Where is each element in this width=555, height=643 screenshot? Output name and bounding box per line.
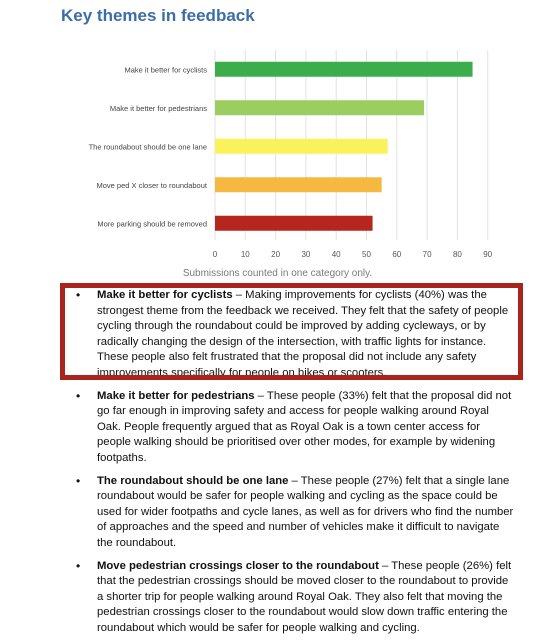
x-tick-label: 90 — [483, 250, 493, 259]
bar — [215, 216, 373, 231]
chart-caption: Submissions counted in one category only. — [182, 268, 373, 279]
bullet-icon: • — [76, 558, 81, 573]
bar — [215, 139, 388, 154]
bullet-icon: • — [76, 288, 81, 302]
x-tick-label: 30 — [301, 250, 311, 259]
bar — [215, 100, 424, 115]
feedback-item-crossings — [0, 559, 555, 637]
x-tick-label: 80 — [452, 250, 462, 259]
bar — [215, 62, 473, 77]
x-tick-label: 0 — [212, 250, 218, 259]
x-tick-label: 50 — [362, 250, 371, 259]
item-text: – These people (33%) felt that the proposal did not go far enough in improving safety and access for people walking around Royal Oak. People frequently argued that as Royal Oak is a town center access for people walking should be prioritised over other modes, for example by widening footpaths. — [97, 389, 512, 464]
item-title: Make it better for pedestrians — [97, 389, 255, 402]
x-tick-label: 70 — [422, 250, 432, 259]
item-title: The roundabout should be one lane — [97, 474, 289, 487]
x-tick-label: 10 — [240, 250, 250, 259]
item-text: – These people (27%) felt that a single lane roundabout would be safer for people walking and cycling as the space could be used for wider footpaths and cycle lanes, as well as for drivers who find the number of approaches and the speed and number of vehicles make it difficult to navigate the roundabout. — [97, 474, 514, 549]
bullet-icon: • — [76, 388, 81, 403]
item-text: – These people (26%) felt that the pedestrian crossings should be moved closer to the roundabout to provide a shorter trip for people walking around Royal Oak. They also felt that moving the pedestrian crossings closer to the roundabout would slow down traffic entering the roundabout which would be safer for people walking and cycling. — [97, 559, 512, 634]
item-title: Make it better for cyclists — [97, 289, 233, 301]
category-label: Make it better for cyclists — [124, 65, 207, 75]
category-label: More parking should be removed — [97, 219, 207, 229]
bar-chart — [0, 0, 555, 270]
bar — [215, 177, 382, 192]
category-label: Make it better for pedestrians — [109, 103, 207, 113]
x-tick-label: 40 — [331, 250, 341, 259]
item-title: Move pedestrian crossings closer to the roundabout — [97, 559, 379, 572]
category-label: The roundabout should be one lane — [88, 142, 207, 152]
highlight-box — [60, 283, 523, 380]
bullet-icon: • — [76, 473, 81, 488]
feedback-item-one-lane — [0, 474, 555, 552]
category-label: Move ped X closer to roundabout — [96, 180, 207, 190]
feedback-item-pedestrians — [0, 389, 555, 467]
x-tick-label: 20 — [271, 250, 281, 259]
x-tick-label: 60 — [392, 250, 402, 259]
page-title: Key themes in feedback — [61, 6, 255, 25]
item-text: – Making improvements for cyclists (40%) was the strongest theme from the feedback we received. They felt that the safety of people cycling through the roundabout could be improved by adding cycleways, or by radically changing the design of the intersection, with traffic lights for instance. These people also felt frustrated that the proposal did not include any safety improvements specifically for people on bikes or scooters. — [97, 289, 509, 379]
